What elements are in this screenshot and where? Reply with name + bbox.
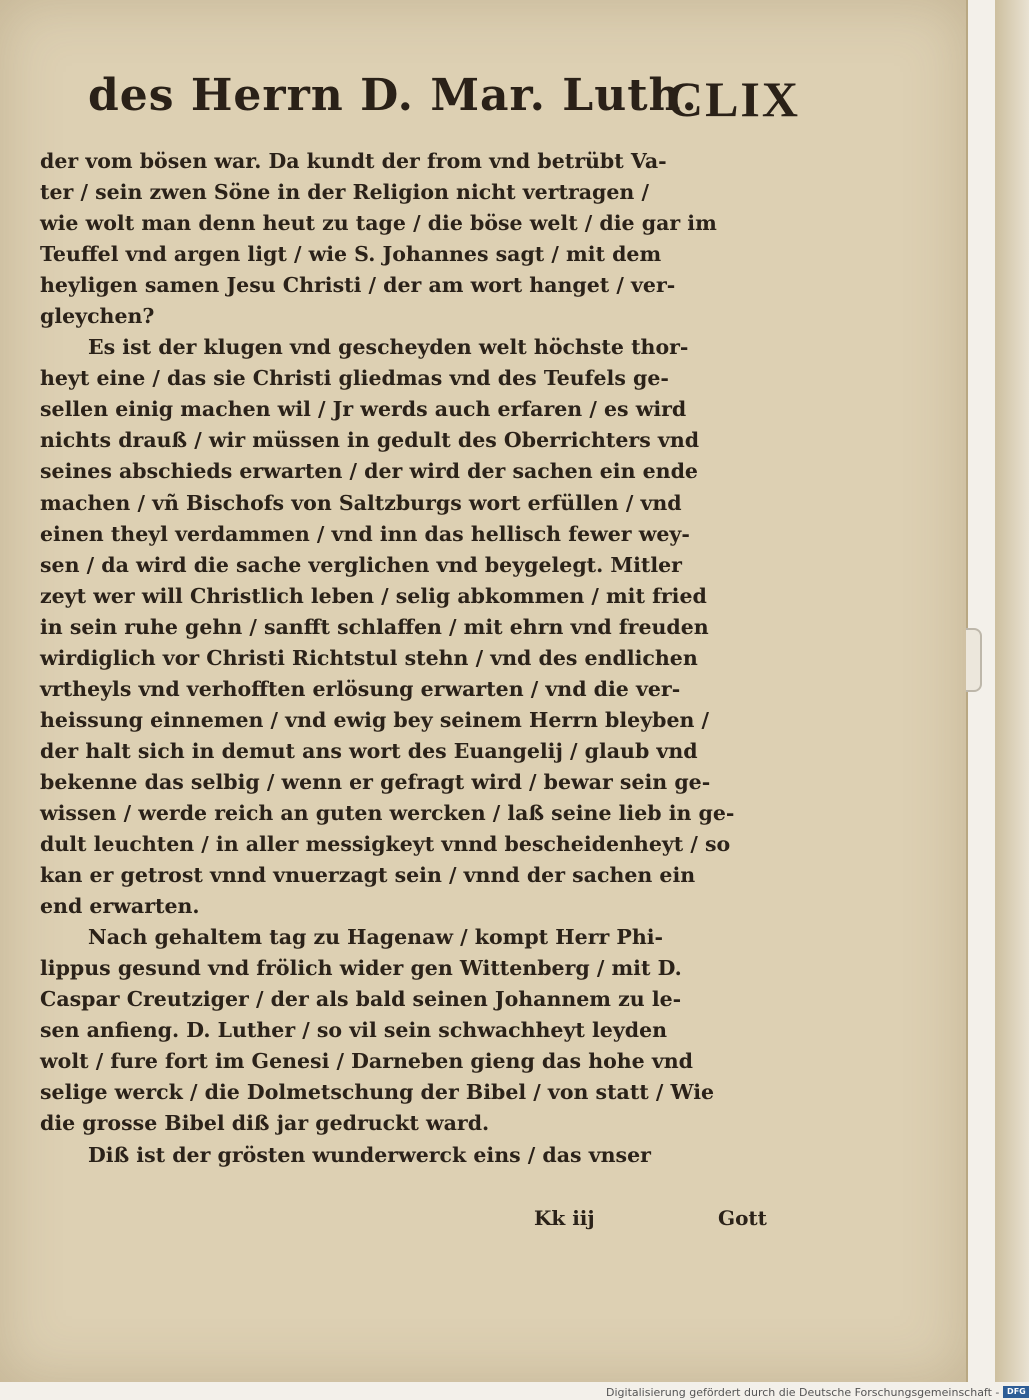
text-line: Diß ist der grösten wunderwerck eins / das vnser (88, 1142, 651, 1167)
text-line: sen / da wird die sache verglichen vnd beygelegt. Mitler (40, 552, 682, 577)
funding-credit: Digitalisierung gefördert durch die Deutsche Forschungsgemeinschaft - (606, 1385, 1000, 1399)
text-line: kan er getrost vnnd vnuerzagt sein / vnnd der sachen ein (40, 863, 696, 888)
text-line: heyt eine / das sie Christi gliedmas vnd des Teufels ge- (40, 366, 669, 391)
text-line: heyligen samen Jesu Christi / der am wort hanget / ver- (40, 273, 676, 298)
text-line: in sein ruhe gehn / sanfft schlaffen / mit ehrn vnd freuden (40, 614, 709, 639)
text-line: lippus gesund vnd frölich wider gen Wittenberg / mit D. (40, 956, 682, 981)
signature-mark: Kk iij (534, 1206, 595, 1230)
text-line: heissung einnemen / vnd ewig bey seinem Herrn bleyben / (40, 707, 710, 732)
text-line: der vom bösen war. Da kundt der from vnd betrübt Va- (40, 149, 667, 173)
text-line: end erwarten. (40, 894, 200, 919)
text-line: sellen einig machen wil / Jr werds auch erfaren / es wird (40, 397, 687, 422)
text-line: gleychen? (40, 304, 155, 329)
text-line: zeyt wer will Christlich leben / selig abkommen / mit fried (40, 583, 707, 608)
text-line: seines abschieds erwarten / der wird der sachen ein ende (40, 459, 698, 484)
text-line: vrtheyls vnd verhofften erlösung erwarten / vnd die ver- (40, 676, 681, 701)
text-line: machen / vñ Bischofs von Saltzburgs wort erfüllen / vnd (40, 490, 682, 515)
text-line: sen anfieng. D. Luther / so vil sein schwachheyt leyden (40, 1018, 668, 1043)
page-header (88, 70, 800, 134)
text-line: einen theyl verdammen / vnd inn das hellisch fewer wey- (40, 521, 690, 546)
dfg-logo: DFG (1003, 1386, 1029, 1398)
text-line: Es ist der klugen vnd gescheyden welt höchste thor- (88, 335, 689, 360)
running-title: des Herrn D. Mar. Luth. (88, 70, 698, 121)
text-line: wie wolt man denn heut zu tage / die böse welt / die gar im (40, 211, 717, 236)
text-line: bekenne das selbig / wenn er gefragt wird / bewar sein ge- (40, 769, 711, 794)
text-line: Caspar Creutziger / der als bald seinen Johannem zu le- (40, 987, 682, 1012)
page-clip (966, 628, 982, 692)
text-line: der halt sich in demut ans wort des Euangelij / glaub vnd (40, 738, 698, 763)
text-line: dult leuchten / in aller messigkeyt vnnd bescheidenheyt / so (40, 832, 731, 857)
catchword: Gott (718, 1206, 767, 1230)
text-line: wolt / fure fort im Genesi / Darneben gieng das hohe vnd (40, 1049, 694, 1074)
text-line: selige werck / die Dolmetschung der Bibel / von statt / Wie (40, 1080, 715, 1105)
digitization-footer (606, 1384, 1029, 1400)
text-line: wirdiglich vor Christi Richtstul stehn / vnd des endlichen (40, 645, 698, 670)
text-line: nichts drauß / wir müssen in gedult des Oberrichters vnd (40, 428, 700, 453)
book-spine (995, 0, 1029, 1382)
text-line: Teuffel vnd argen ligt / wie S. Johannes sagt / mit dem (40, 242, 662, 267)
text-line: ter / sein zwen Söne in der Religion nicht vertragen / (40, 180, 649, 205)
folio-number: CLIX (666, 71, 800, 127)
body-text (40, 146, 810, 1171)
text-line: wissen / werde reich an guten wercken / laß seine lieb in ge- (40, 800, 735, 825)
text-line: Nach gehaltem tag zu Hagenaw / kompt Herr Phi- (88, 925, 664, 950)
text-line: die grosse Bibel diß jar gedruckt ward. (40, 1111, 490, 1136)
